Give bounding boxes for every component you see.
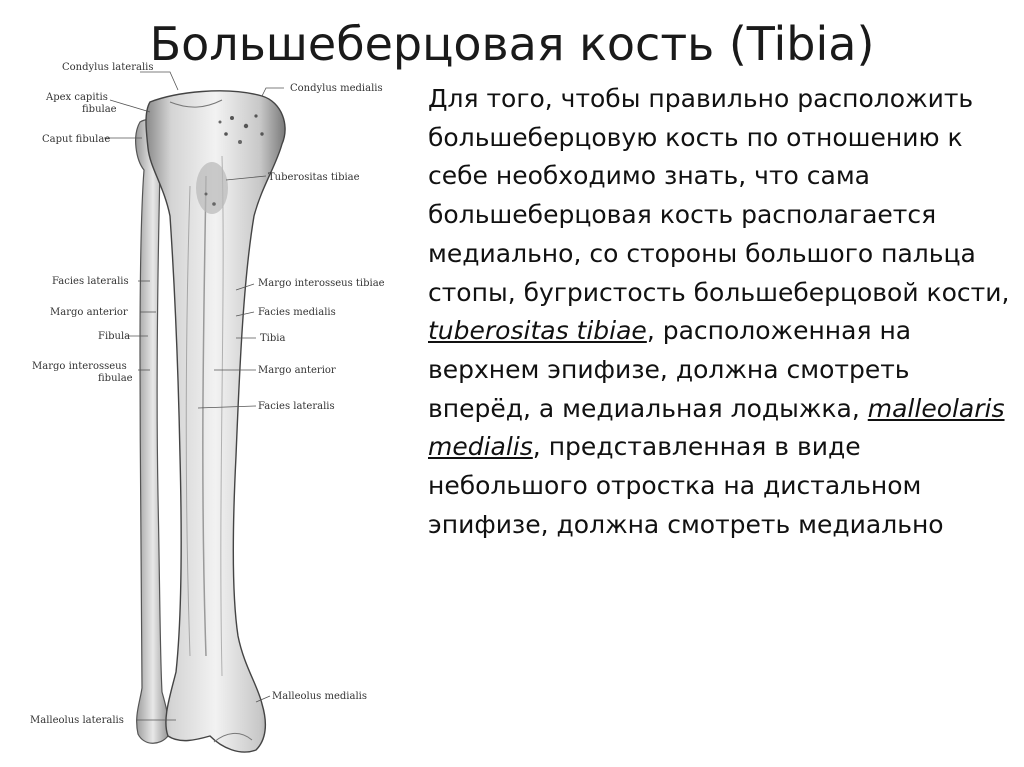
label-margo-interosseus-fibulae: Margo interosseus: [32, 361, 127, 372]
label-condylus-lateralis: Condylus lateralis: [62, 62, 154, 73]
description-text: [428, 80, 1018, 544]
description-paragraph: [428, 80, 1018, 544]
term-malleolaris-medialis: malleolaris medialis: [428, 393, 1005, 462]
label-tibia: Tibia: [260, 333, 286, 344]
tibia-fibula-illustration: [0, 56, 420, 767]
label-facies-lateralis-left: Facies lateralis: [52, 276, 129, 287]
label-apex-capitis: Apex capitis: [46, 92, 108, 103]
label-caput-fibulae: Caput fibulae: [42, 134, 111, 145]
label-margo-anterior-right: Margo anterior: [258, 365, 336, 376]
fibula-bone: [136, 119, 171, 743]
label-condylus-medialis: Condylus medialis: [290, 83, 383, 94]
label-fibula: Fibula: [98, 331, 131, 342]
description-part-3: , представленная в виде небольшого отростка на дистальном эпифизе, должна смотреть медиально: [428, 432, 944, 539]
label-malleolus-lateralis: Malleolus lateralis: [30, 715, 124, 726]
label-facies-medialis: Facies medialis: [258, 307, 336, 318]
label-margo-anterior-left: Margo anterior: [50, 307, 128, 318]
term-tuberositas-tibiae: tuberositas tibiae: [428, 316, 647, 346]
label-malleolus-medialis: Malleolus medialis: [272, 691, 367, 702]
label-tuberositas-tibiae: Tuberositas tibiae: [268, 172, 360, 183]
label-facies-lateralis-right: Facies lateralis: [258, 401, 335, 412]
description-part-2: , расположенная на верхнем эпифизе, должна смотреть вперёд, а медиальная лодыжка,: [428, 316, 912, 423]
label-margo-interosseus-tibiae: Margo interosseus tibiae: [258, 278, 385, 289]
label-apex-capitis-fibulae: fibulae: [82, 104, 117, 115]
slide-title: Большеберцовая кость (Tibia): [149, 17, 875, 71]
description-part-1: Для того, чтобы правильно расположить большеберцовую кость по отношению к себе необходимо знать, что сама большеберцовая кость располагается медиально, со стороны большого пальца стопы, бугристость большеберцовой кости,: [428, 84, 1010, 307]
label-margo-interosseus-fibulae-2: fibulae: [98, 373, 133, 384]
